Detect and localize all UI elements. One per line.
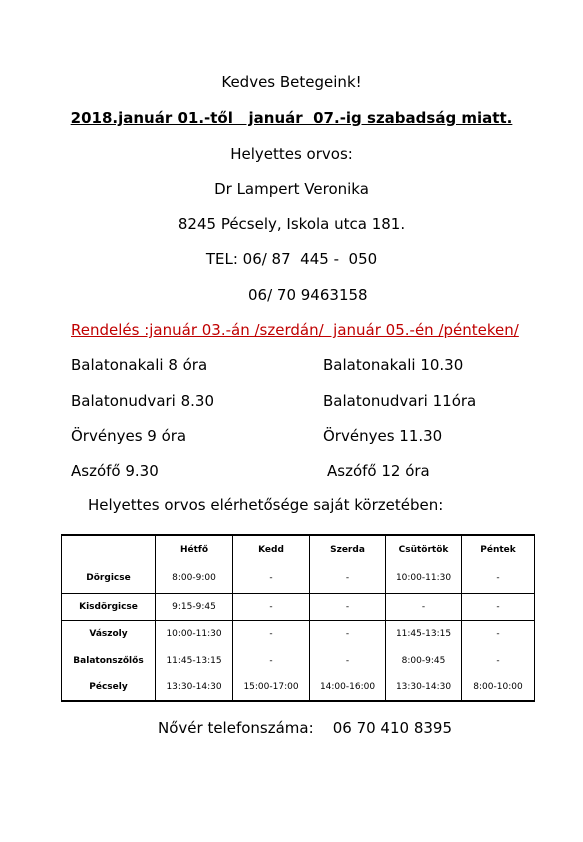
table-row-label: Kisdörgicse [62,593,156,620]
phone-number-2: 06/ 70 9463158 [248,286,368,304]
holiday-notice: 2018.január 01.-től január 07.-ig szabadság miatt. [70,109,513,127]
table-cell: - [310,647,386,674]
table-cell: - [462,620,535,647]
table-header-cell [62,535,156,564]
table-cell: 13:30-14:30 [386,674,462,701]
table-cell: - [233,647,310,674]
schedule-left-item: Aszófő 9.30 [71,462,159,480]
table-cell: 8:00-9:00 [156,564,233,593]
table-row [62,620,535,647]
table-cell: - [310,564,386,593]
table-row-label: Vászoly [62,620,156,647]
table-header-cell: Csütörtök [386,535,462,564]
table-cell: 8:00-9:45 [386,647,462,674]
consultation-notice: Rendelés :január 03.-án /szerdán/ január 05.-én /pénteken/ [71,321,519,339]
table-cell: - [462,593,535,620]
table-cell: - [386,593,462,620]
table-cell: - [233,564,310,593]
availability-table [61,534,535,702]
table-row-label: Pécsely [62,674,156,701]
table-cell: 10:00-11:30 [156,620,233,647]
schedule-right-item: Balatonakali 10.30 [323,356,464,374]
table-cell: 14:00-16:00 [310,674,386,701]
table-cell: - [310,593,386,620]
table-header-row [62,535,535,564]
table-header-cell: Péntek [462,535,535,564]
availability-label: Helyettes orvos elérhetősége saját körzetében: [88,496,444,514]
table-cell: - [462,647,535,674]
table-cell: 11:45-13:15 [386,620,462,647]
table-row [62,564,535,593]
table-cell: 15:00-17:00 [233,674,310,701]
table-header-cell: Kedd [233,535,310,564]
table-cell: - [462,564,535,593]
table-row [62,593,535,620]
table-cell: 10:00-11:30 [386,564,462,593]
table-row-label: Dörgicse [62,564,156,593]
schedule-right-item: Balatonudvari 11óra [323,392,477,410]
phone-number-1: TEL: 06/ 87 445 - 050 [205,250,378,268]
table-row [62,647,535,674]
table-row [62,674,535,701]
table-cell: - [233,593,310,620]
table-cell: 13:30-14:30 [156,674,233,701]
schedule-left-item: Örvényes 9 óra [71,427,187,445]
table-row-label: Balatonszőlős [62,647,156,674]
schedule-left-item: Balatonakali 8 óra [71,356,208,374]
table-cell: 8:00-10:00 [462,674,535,701]
table-cell: 9:15-9:45 [156,593,233,620]
table-cell: - [310,620,386,647]
schedule-right-item: Örvényes 11.30 [323,427,443,445]
greeting: Kedves Betegeink! [221,73,362,91]
table-header-cell: Szerda [310,535,386,564]
schedule-left-item: Balatonudvari 8.30 [71,392,215,410]
nurse-phone: Nővér telefonszáma: 06 70 410 8395 [158,719,453,737]
doctor-name: Dr Lampert Veronika [214,180,369,198]
schedule-right-item: Aszófő 12 óra [327,462,430,480]
table-cell: 11:45-13:15 [156,647,233,674]
table-header-cell: Hétfő [156,535,233,564]
doctor-address: 8245 Pécsely, Iskola utca 181. [177,215,406,233]
table-cell: - [233,620,310,647]
substitute-label: Helyettes orvos: [230,145,353,163]
